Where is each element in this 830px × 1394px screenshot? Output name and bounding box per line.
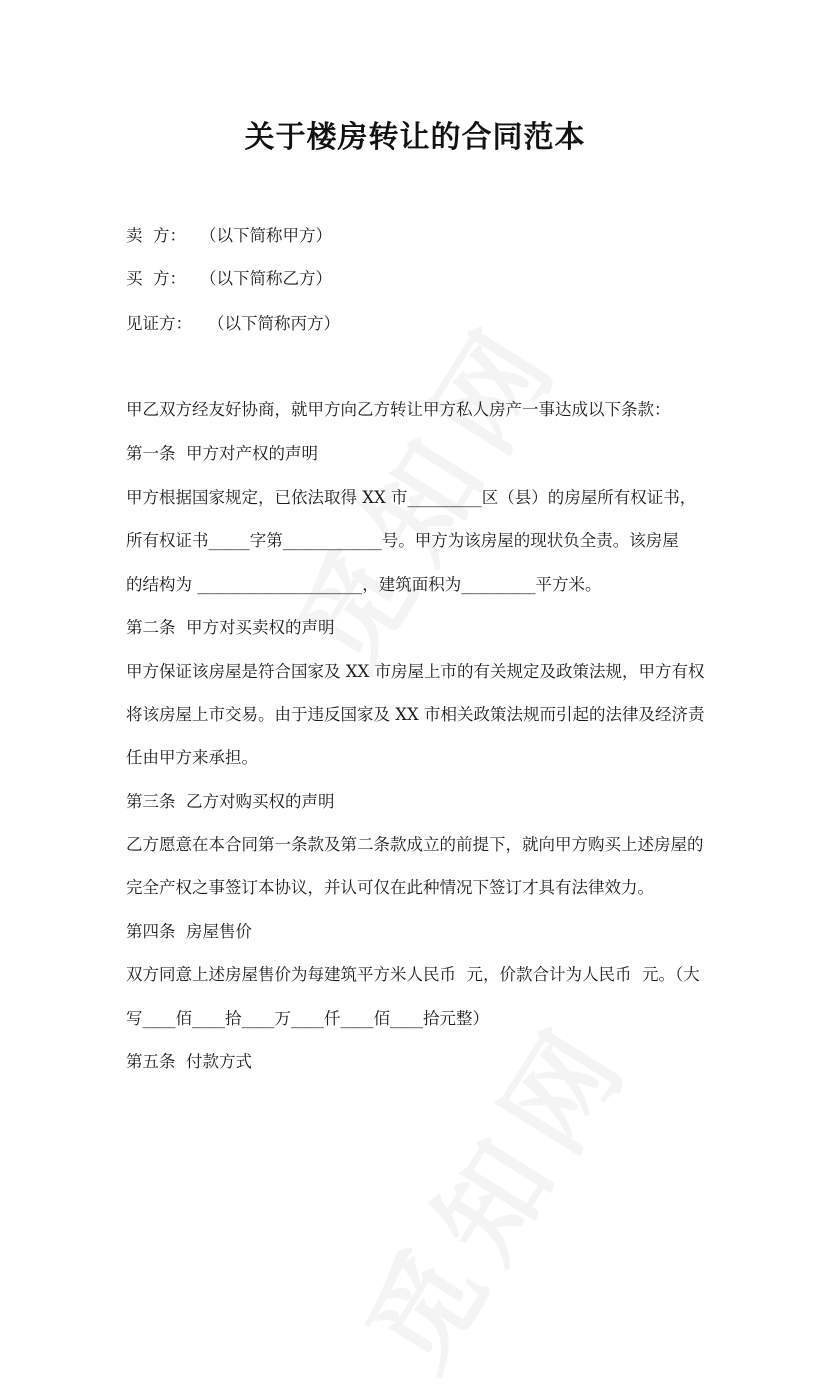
party-seller-note: （以下简称甲方） [200, 226, 332, 245]
article-3-heading: 第三条 乙方对购买权的声明 [126, 792, 335, 811]
party-buyer-label: 买 方： [126, 269, 186, 288]
article-2-line-3: 任由甲方来承担。 [126, 748, 258, 767]
article-5-heading: 第五条 付款方式 [126, 1052, 252, 1071]
article-3-line-1: 乙方愿意在本合同第一条款及第二条款成立的前提下，就向甲方购买上述房屋的 [126, 835, 704, 854]
article-1-line-2: 所有权证书_____字第____________号。甲方为该房屋的现状负全责。该房屋 [126, 531, 679, 550]
article-4-line-1: 双方同意上述房屋售价为每建筑平方米人民币 元，价款合计为人民币 元。（大 [126, 965, 700, 984]
article-2-line-1: 甲方保证该房屋是符合国家及 XX 市房屋上市的有关规定及政策法规，甲方有权 [126, 662, 705, 681]
party-witness-note: （以下简称丙方） [208, 314, 340, 333]
party-seller-label: 卖 方： [126, 226, 186, 245]
party-buyer [126, 265, 332, 289]
party-witness [126, 310, 340, 334]
article-1-heading: 第一条 甲方对产权的声明 [126, 444, 318, 463]
party-seller [126, 222, 332, 246]
article-2-heading: 第二条 甲方对买卖权的声明 [126, 618, 335, 637]
article-4-line-2: 写____佰____拾____万____仟____佰____拾元整） [126, 1009, 489, 1028]
intro-paragraph: 甲乙双方经友好协商，就甲方向乙方转让甲方私人房产一事达成以下条款： [126, 400, 671, 419]
party-buyer-note: （以下简称乙方） [200, 269, 332, 288]
article-3-line-2: 完全产权之事签订本协议，并认可仅在此种情况下签订才具有法律效力。 [126, 878, 654, 897]
party-witness-label: 见证方： [126, 314, 192, 333]
article-2-line-2: 将该房屋上市交易。由于违反国家及 XX 市相关政策法规而引起的法律及经济责 [126, 705, 705, 724]
document-title: 关于楼房转让的合同范本 [244, 120, 586, 155]
article-1-line-3: 的结构为 ____________________，建筑面积为_________平方米。 [126, 575, 602, 594]
article-1-line-1: 甲方根据国家规定，已依法取得 XX 市_________区（县）的房屋所有权证书， [126, 488, 697, 507]
article-4-heading: 第四条 房屋售价 [126, 922, 252, 941]
watermark-bottom [323, 984, 660, 1393]
